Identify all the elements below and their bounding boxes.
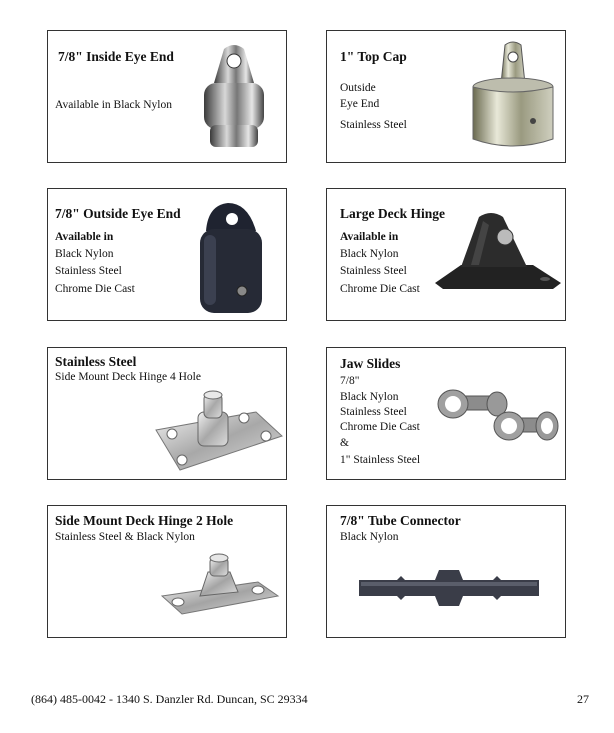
side-mount-hinge-4-hole-photo <box>152 390 284 474</box>
product-card-inside-eye-end <box>47 30 287 163</box>
product-detail: Outside <box>340 82 376 94</box>
product-detail: Stainless Steel <box>340 406 407 418</box>
large-deck-hinge-photo <box>431 207 563 291</box>
product-detail: & <box>340 437 349 449</box>
product-detail: Black Nylon <box>55 248 114 260</box>
product-detail: Black Nylon <box>340 531 399 543</box>
tube-connector-photo <box>357 566 541 610</box>
page-number: 27 <box>577 692 589 706</box>
product-detail: Chrome Die Cast <box>340 421 420 433</box>
product-card-large-deck-hinge <box>326 188 566 321</box>
product-detail: Available in <box>340 231 399 243</box>
jaw-slides-photo <box>433 384 561 454</box>
product-detail: Chrome Die Cast <box>340 283 420 295</box>
product-detail: Black Nylon <box>340 248 399 260</box>
product-detail: 1" Stainless Steel <box>340 454 421 466</box>
product-card-side-mount-hinge-2-hole <box>47 505 287 638</box>
product-detail: Side Mount Deck Hinge 4 Hole <box>55 371 201 383</box>
product-detail: Available in <box>55 231 114 243</box>
product-card-tube-connector <box>326 505 566 638</box>
product-detail: Stainless Steel <box>55 265 122 277</box>
product-card-side-mount-hinge-4-hole <box>47 347 287 480</box>
product-detail: Stainless Steel <box>340 265 407 277</box>
product-detail: Available in Black Nylon <box>55 99 172 111</box>
product-detail: Stainless Steel <box>340 119 407 131</box>
side-mount-hinge-2-hole-photo <box>158 552 280 618</box>
product-title: 1" Top Cap <box>340 49 407 64</box>
product-title: Side Mount Deck Hinge 2 Hole <box>55 513 234 528</box>
product-card-jaw-slides <box>326 347 566 480</box>
product-detail: Eye End <box>340 98 380 110</box>
inside-eye-end-photo <box>196 41 271 153</box>
product-title: Large Deck Hinge <box>340 206 445 221</box>
product-detail: Stainless Steel & Black Nylon <box>55 531 195 543</box>
product-card-outside-eye-end <box>47 188 287 321</box>
product-title: 7/8" Outside Eye End <box>55 206 181 221</box>
footer-address: (864) 485-0042 - 1340 S. Danzler Rd. Duncan, SC 29334 <box>31 692 308 706</box>
product-title: 7/8" Inside Eye End <box>58 49 174 64</box>
outside-eye-end-photo <box>196 195 266 315</box>
product-title: Stainless Steel <box>55 354 137 369</box>
product-detail: Chrome Die Cast <box>55 283 135 295</box>
product-detail: 7/8" <box>340 375 360 387</box>
product-title: Jaw Slides <box>340 356 401 371</box>
top-cap-photo <box>467 39 557 154</box>
product-card-top-cap <box>326 30 566 163</box>
product-detail: Black Nylon <box>340 391 399 403</box>
product-title: 7/8" Tube Connector <box>340 513 461 528</box>
